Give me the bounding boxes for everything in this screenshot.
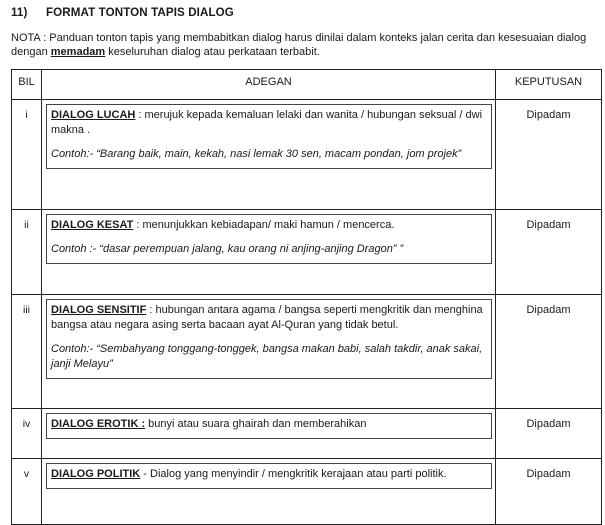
dialog-term: DIALOG KESAT [51,219,134,231]
section-number: 11) [11,6,28,19]
example-label: Contoh:- [51,148,94,160]
scene-box [46,214,492,264]
dialog-example [51,342,483,372]
row-number: ii [12,210,42,295]
note-prefix: NOTA : Panduan tonton tapis yang membabitkan dialog harus dinilai dalam konteks jalan cerita dan kesesuaian dialog dengan [11,32,587,58]
row-number: v [12,459,42,525]
row-scene [42,210,496,295]
dialog-description: : hubungan antara agama / bangsa seperti mengkritik dan menghina bangsa atau negara asing serta bacaan ayat Al-Quran yang tidak betul. [51,304,483,331]
dialog-description: bunyi atau suara ghairah dan memberahikan [145,418,367,430]
table-row [12,295,602,409]
example-text: “Barang baik, main, kekah, nasi lemak 30 sen, macam pondan, jom projek” [93,148,462,160]
dialog-term: DIALOG EROTIK : [51,418,146,430]
example-label: Contoh :- [51,243,97,255]
table-header-row [12,70,602,100]
row-decision: Dipadam [496,100,602,210]
scene-box [46,104,492,169]
dialog-example [51,242,483,257]
row-decision: Dipadam [496,409,602,459]
dialog-term: DIALOG LUCAH [51,109,136,121]
header-keputusan: KEPUTUSAN [496,70,602,100]
note-paragraph [11,31,599,59]
row-number: iv [12,409,42,459]
row-number: i [12,100,42,210]
note-keyword: memadam [50,46,106,58]
section-title: FORMAT TONTON TAPIS DIALOG [46,6,234,19]
row-scene [42,459,496,525]
header-adegan: ADEGAN [42,70,496,100]
dialog-description: - Dialog yang menyindir / mengkritik kerajaan atau parti politik. [140,468,447,480]
row-decision: Dipadam [496,459,602,525]
scene-box [46,413,492,439]
example-label: Contoh:- [51,343,94,355]
note-suffix: keseluruhan dialog atau perkataan terbabit. [105,46,320,58]
row-scene [42,100,496,210]
row-decision: Dipadam [496,295,602,409]
row-number: iii [12,295,42,409]
section-heading [11,6,234,19]
example-text: “Sembahyang tonggang-tonggek, bangsa makan babi, salah takdir, anak sakai, janji Melayu” [51,343,483,370]
scene-box [46,299,492,379]
dialog-example [51,147,483,162]
row-scene [42,295,496,409]
table-row [12,210,602,295]
dialog-term: DIALOG POLITIK [51,468,141,480]
table-row [12,459,602,525]
row-scene [42,409,496,459]
dialog-description: : menunjukkan kebiadapan/ maki hamun / mencerca. [133,219,395,231]
dialog-description: : merujuk kepada kemaluan lelaki dan wanita / hubungan seksual / dwi makna . [51,109,483,136]
dialog-term: DIALOG SENSITIF [51,304,147,316]
header-bil: BIL [12,70,42,100]
table-row [12,409,602,459]
scene-box [46,463,492,489]
row-decision: Dipadam [496,210,602,295]
example-text: “dasar perempuan jalang, kau orang ni anjing-anjing Dragon” ” [96,243,404,255]
dialog-censorship-table [11,69,602,525]
table-row [12,100,602,210]
